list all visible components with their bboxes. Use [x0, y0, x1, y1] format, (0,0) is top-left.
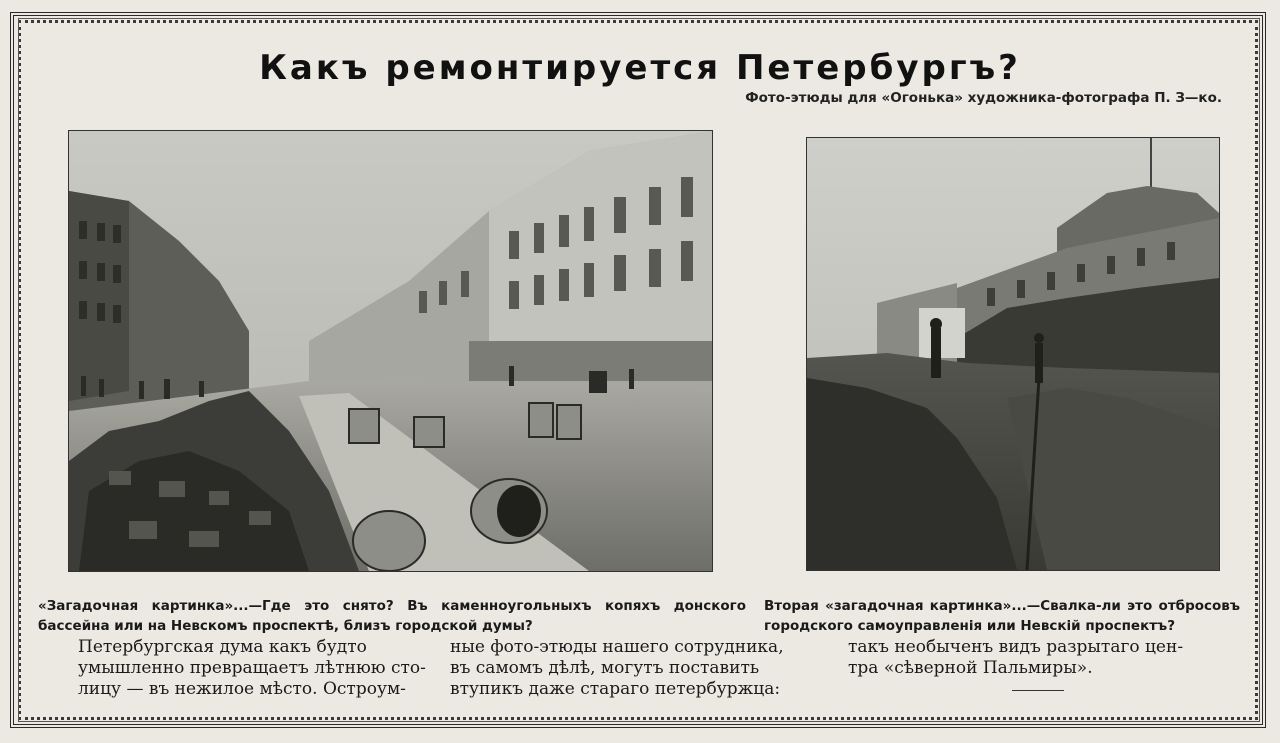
text-line: Петербургская дума какъ будто	[78, 637, 367, 657]
article-column-2	[450, 637, 820, 700]
text-line: лицу — въ нежилое мѣсто. Остроум-	[78, 679, 406, 699]
street-photo-image	[69, 131, 712, 571]
ground-photo-image	[807, 138, 1219, 570]
text-line: втупикъ даже стараго петербуржца:	[450, 679, 781, 699]
text-line: въ самомъ дѣлѣ, могутъ поставить	[450, 658, 760, 678]
text-line: умышленно превращаетъ лѣтнюю сто-	[78, 658, 426, 678]
page-title: Какъ ремонтируется Петербургъ?	[259, 48, 1021, 88]
photo-nevsky-street-repair	[68, 130, 713, 572]
photo-dug-up-ground	[806, 137, 1220, 571]
article-column-3	[848, 637, 1240, 679]
caption-first-photo: «Загадочная картинка»...—Где это снято? Въ каменноугольныхъ копяхъ донского бассейна или на Невскомъ проспектѣ, близъ городской думы?	[38, 598, 746, 634]
caption-second-photo: Вторая «загадочная картинка»...—Свалка-ли это отбросовъ городского самоуправленія или Невскій проспектъ?	[764, 598, 1240, 634]
text-line: такъ необыченъ видъ разрытаго цен-	[848, 637, 1184, 657]
photo-credit: Фото-этюды для «Огонька» художника-фотографа П. З—ко.	[745, 90, 1222, 106]
text-line: тра «сѣверной Пальмиры».	[848, 658, 1093, 678]
article-column-1	[78, 637, 442, 700]
end-rule	[1012, 690, 1064, 691]
text-line: ные фото-этюды нашего сотрудника,	[450, 637, 784, 657]
